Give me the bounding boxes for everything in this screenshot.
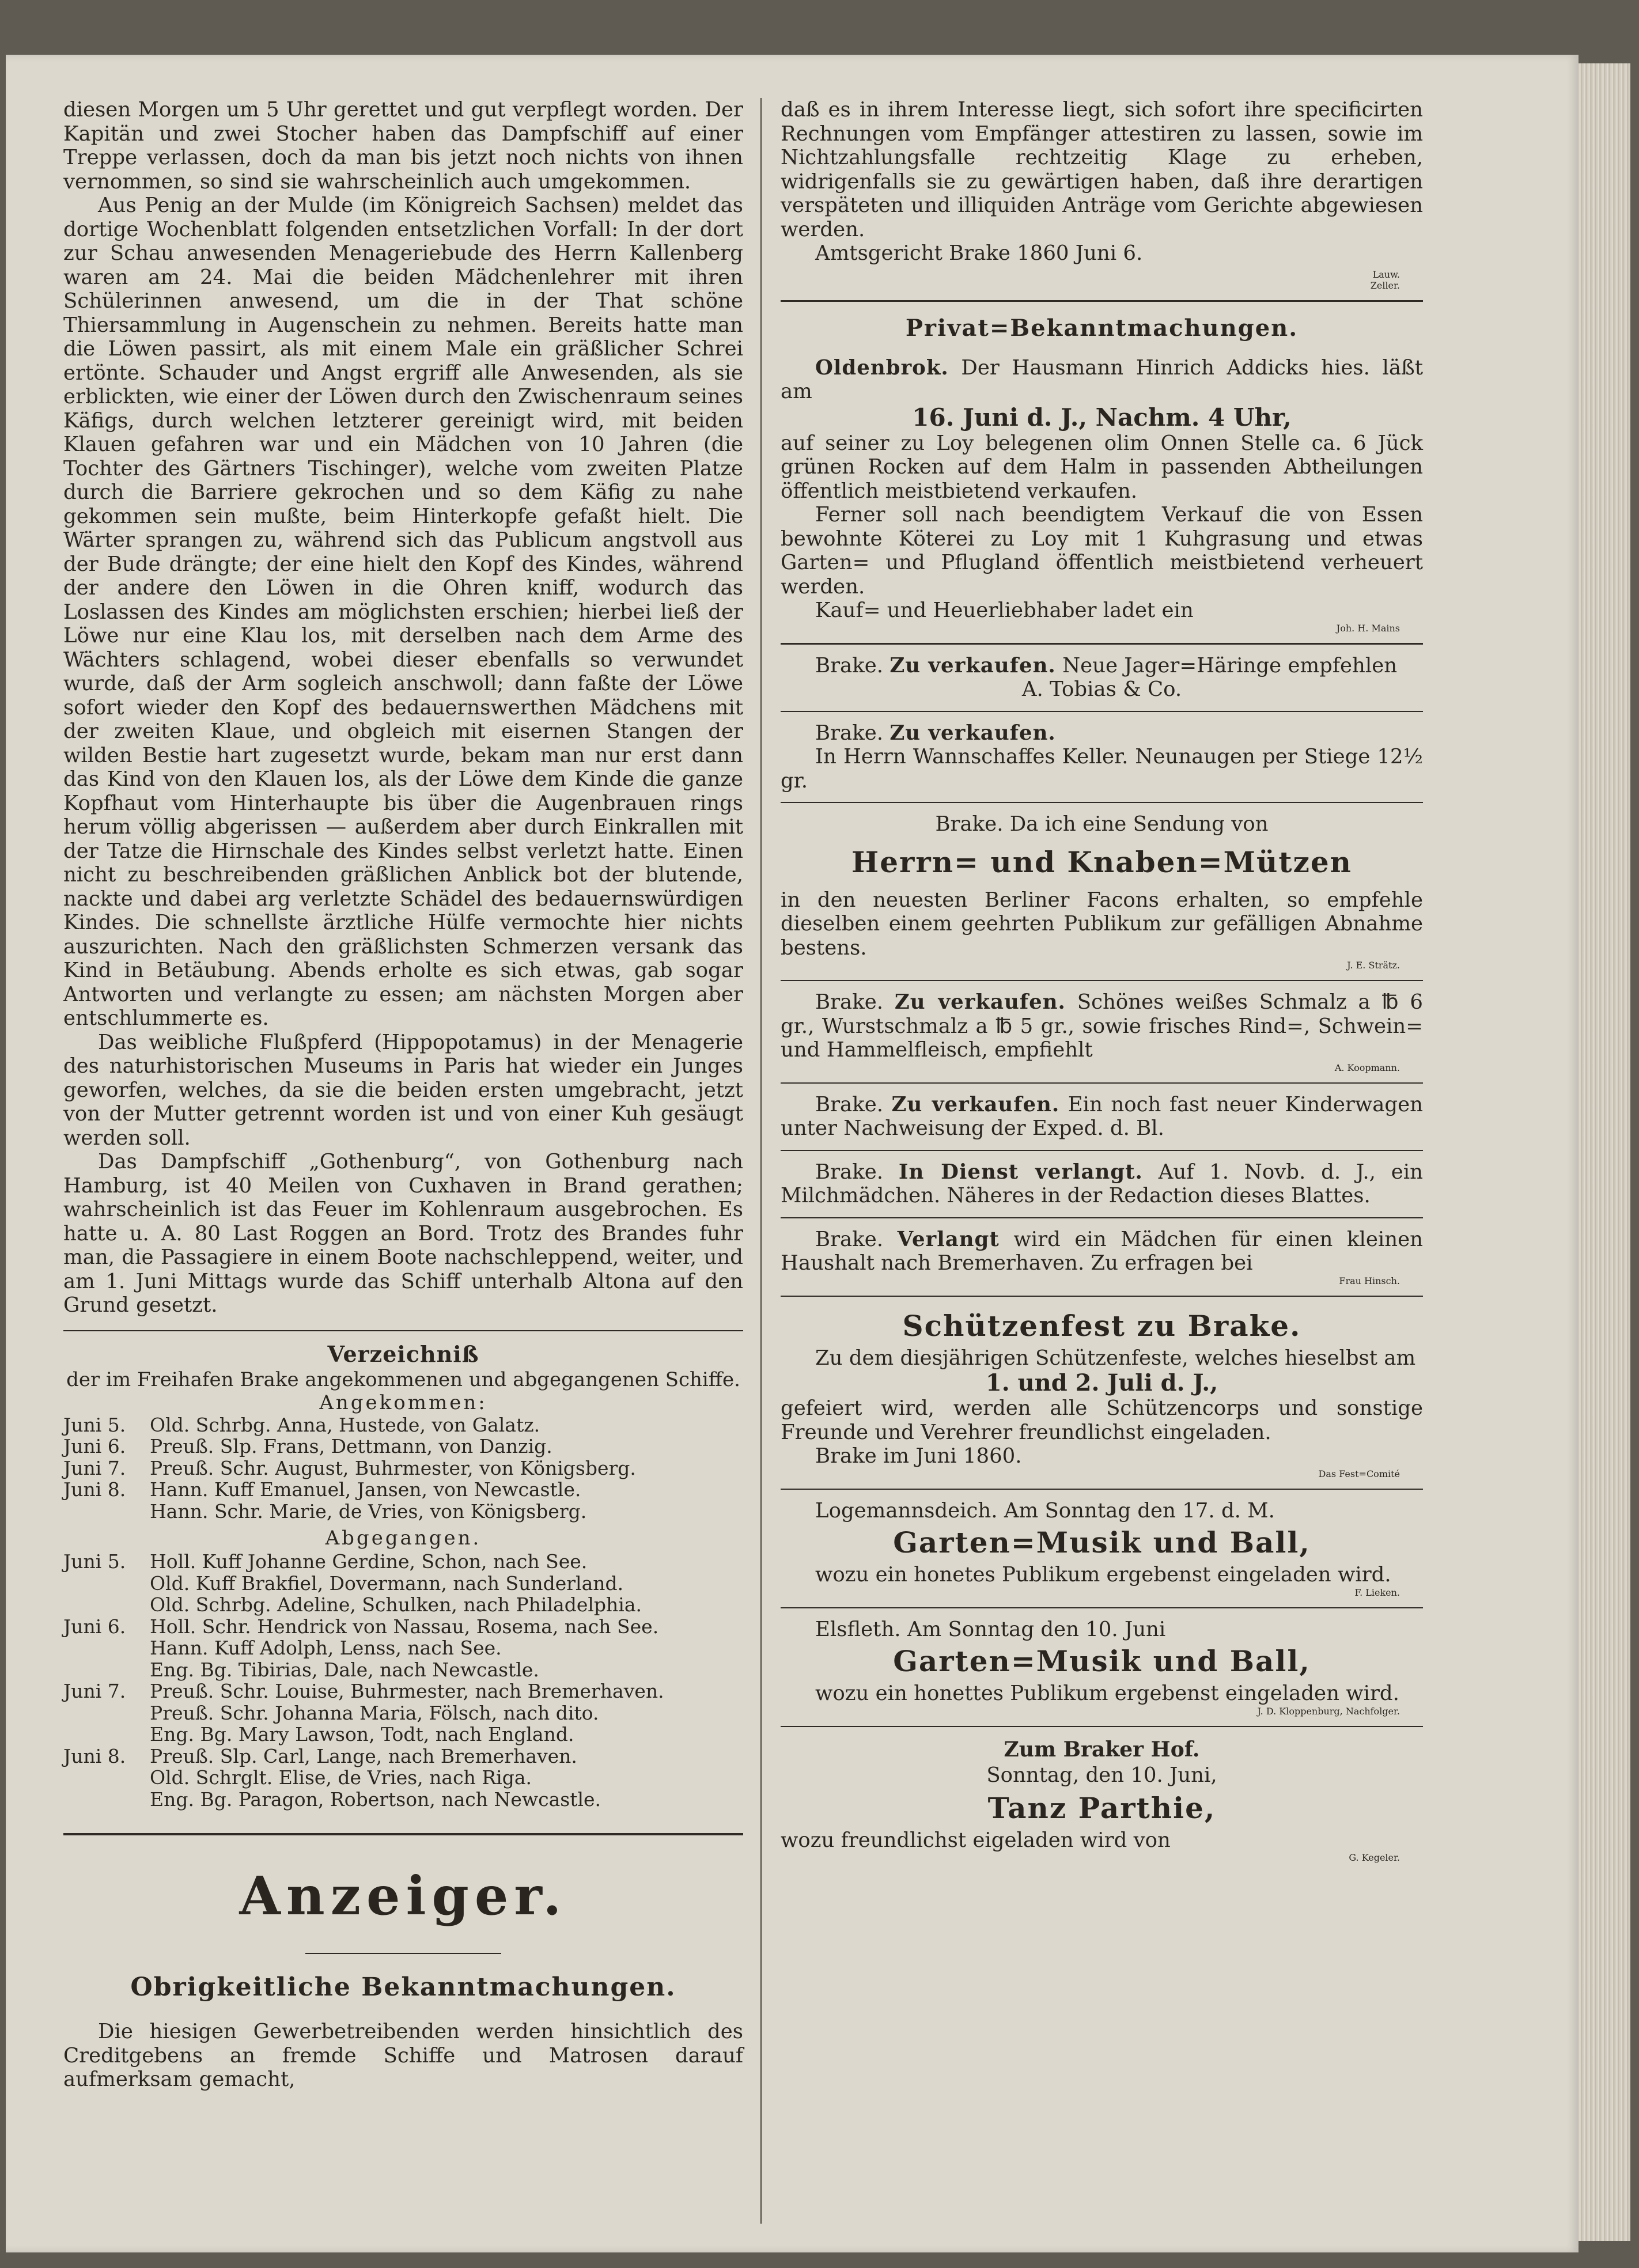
ad-text: in den neuesten Berliner Facons erhalten, so empfehle dieselben einem geehrten Publikum zur gefälligen Abnahme bestens. xyxy=(781,888,1423,960)
article-paragraph-1: diesen Morgen um 5 Uhr gerettet und gut verpflegt worden. Der Kapitän und zwei Stocher haben das Dampfschiff auf einer Treppe verlassen, doch da man bis jetzt noch nichts von ihnen vernommen, so sind sie wahrscheinlich auch umgekommen. xyxy=(63,98,743,194)
obrig-text: Die hiesigen Gewerbetreibenden werden hinsichtlich des Creditgebens an fremde Schiffe und Matrosen darauf aufmerksam gemacht, xyxy=(63,2020,743,2091)
ship-entry: Preuß. Schr. Johanna Maria, Fölsch, nach dito. xyxy=(150,1701,599,1724)
ad-kinderwagen xyxy=(781,1093,1423,1141)
ad-text: auf seiner zu Loy belegenen olim Onnen Stelle ca. 6 Jück grünen Rocken auf dem Halm in passenden Abtheilungen öffentlich meistbietend verkaufen. xyxy=(781,431,1423,503)
arrived-table xyxy=(63,1414,743,1523)
ad-date: 1. und 2. Juli d. J., xyxy=(985,1369,1218,1396)
ad-text: Da ich eine Sendung von xyxy=(1009,812,1269,836)
ad-heading: Zu verkaufen. xyxy=(889,721,1056,745)
ad-title: Garten=Musik und Ball, xyxy=(893,1644,1311,1678)
ad-oldenbrok xyxy=(781,346,1423,634)
ship-date xyxy=(63,1702,150,1724)
ship-entry: Holl. Kuff Johanne Gerdine, Schon, nach See. xyxy=(150,1550,588,1573)
section-divider xyxy=(781,1296,1423,1297)
ship-date: Juni 6. xyxy=(63,1615,126,1638)
ad-text: Der Hausmann Hinrich Addicks hies. läßt am xyxy=(781,355,1423,403)
ship-entry: Preuß. Schr. August, Buhrmester, von Königsberg. xyxy=(150,1456,636,1479)
table-row xyxy=(63,1702,743,1724)
ad-text: Am Sonntag den 17. d. M. xyxy=(1004,1498,1275,1523)
ad-text: Auf 1. Novb. d. J., ein Milchmädchen. Näheres in der Redaction dieses Blattes. xyxy=(781,1160,1423,1207)
ship-date xyxy=(63,1573,150,1595)
ad-text: wozu freundlichst eigeladen wird von xyxy=(781,1828,1171,1852)
section-divider xyxy=(781,1150,1423,1151)
ad-place: Logemannsdeich. xyxy=(815,1498,998,1523)
section-divider xyxy=(781,980,1423,981)
ship-date: Juni 8. xyxy=(63,1744,126,1767)
ad-title: Tanz Parthie, xyxy=(987,1790,1216,1825)
table-row xyxy=(63,1724,743,1746)
ship-date: Juni 5. xyxy=(63,1550,126,1573)
ship-entry: Eng. Bg. Paragon, Robertson, nach Newcastle. xyxy=(150,1788,601,1811)
ad-place-date: Brake im Juni 1860. xyxy=(815,1444,1022,1468)
ad-elsfleth xyxy=(781,1618,1423,1717)
ad-place: Brake. xyxy=(815,1092,884,1116)
section-divider xyxy=(781,300,1423,302)
table-row xyxy=(63,1436,743,1457)
ad-signature: G. Kegeler. xyxy=(1349,1852,1400,1863)
ad-place: Oldenbrok. xyxy=(815,355,949,380)
ship-date: Juni 6. xyxy=(63,1435,126,1457)
ad-place: Brake. xyxy=(815,990,884,1014)
ad-maedchen-bremerhaven xyxy=(781,1228,1423,1286)
page-stack-edge xyxy=(1579,63,1630,2241)
table-row xyxy=(63,1789,743,1811)
ad-place: Brake. xyxy=(935,812,1004,836)
section-divider xyxy=(781,1082,1423,1084)
short-divider xyxy=(305,1953,501,1954)
ad-logemannsdeich xyxy=(781,1499,1423,1598)
ad-heading: Zu verkaufen. xyxy=(894,990,1066,1014)
anzeiger-title: Anzeiger. xyxy=(239,1865,567,1927)
obrig-date: Amtsgericht Brake 1860 Juni 6. xyxy=(815,241,1143,265)
ad-text: Zu dem diesjährigen Schützenfeste, welches hieselbst am xyxy=(815,1346,1416,1370)
ad-title: Herrn= und Knaben=Mützen xyxy=(851,845,1353,879)
ship-date xyxy=(63,1789,150,1811)
left-column xyxy=(63,98,743,2092)
ad-title: Schützenfest zu Brake. xyxy=(902,1308,1301,1343)
section-divider xyxy=(781,711,1423,712)
ad-jager-haringe xyxy=(781,654,1423,702)
ad-text: Kauf= und Heuerliebhaber ladet ein xyxy=(815,599,1194,622)
article-paragraph-4: Das Dampfschiff „Gothenburg“, von Gothenburg nach Hamburg, ist 40 Meilen von Cuxhaven in Brand gerathen; wahrscheinlich ist das Feuer im Kohlenraum ausgebrochen. Es hatte u. A. 80 Last Roggen an Bord. Trotz des Brandes fuhr man, die Passagiere in einem Boote nachschleppend, weiter, und am 1. Juni Mittags wurde das Schiff unterhalb Altona auf den Grund gesetzt. xyxy=(63,1150,743,1317)
ad-text: wozu ein honetes Publikum ergebenst eingeladen wird. xyxy=(815,1563,1391,1587)
ship-entry: Hann. Schr. Marie, de Vries, von Königsberg. xyxy=(150,1500,587,1523)
table-row xyxy=(63,1767,743,1789)
ship-entry: Preuß. Slp. Carl, Lange, nach Bremerhaven. xyxy=(150,1744,577,1767)
section-divider xyxy=(63,1833,743,1835)
table-row xyxy=(63,1414,743,1436)
ad-heading: In Dienst verlangt. xyxy=(898,1160,1143,1184)
ship-entry: Preuß. Slp. Frans, Dettmann, von Danzig. xyxy=(150,1435,552,1457)
article-paragraph-3: Das weibliche Flußpferd (Hippopotamus) in der Menagerie des naturhistorischen Museums in Paris hat wieder ein Junges geworfen, welches, da sie die beiden ersten umgebracht, jetzt von der Mutter getrennt worden ist und von einer Kuh gesäugt werden soll. xyxy=(63,1030,743,1150)
ad-signature: Joh. H. Mains xyxy=(1336,622,1400,634)
ad-text: wozu ein honettes Publikum ergebenst eingeladen wird. xyxy=(815,1682,1399,1705)
ad-place: Brake. xyxy=(815,653,884,677)
ad-text: Neue Jager=Häringe empfehlen xyxy=(1062,653,1398,677)
ship-entry: Eng. Bg. Tibirias, Dale, nach Newcastle. xyxy=(150,1658,539,1681)
ad-place: Brake. xyxy=(815,721,884,745)
ad-text: Schönes weißes Schmalz a ℔ 6 gr., Wurstschmalz a ℔ 5 gr., sowie frisches Rind=, Schwein= und Hammelfleisch, empfiehlt xyxy=(781,990,1423,1062)
ship-date xyxy=(63,1594,150,1616)
ship-register-subtitle: der im Freihafen Brake angekommenen und abgegangenen Schiffe. xyxy=(66,1368,740,1391)
section-divider xyxy=(781,643,1423,645)
table-row xyxy=(63,1457,743,1479)
ad-signature: Frau Hinsch. xyxy=(1339,1275,1400,1286)
section-divider xyxy=(781,1217,1423,1218)
ad-muetzen xyxy=(781,812,1423,971)
table-row xyxy=(63,1501,743,1523)
article-paragraph-2: Aus Penig an der Mulde (im Königreich Sachsen) meldet das dortige Wochenblatt folgenden entsetzlichen Vorfall: In der dort zur Schau anwesenden Menageriebude des Herrn Kallenberg waren am 24. Mai die beiden Mädchenlehrer mit ihren Schülerinnen anwesend, um die in der That schöne Thiersammlung in Augenschein zu nehmen. Bereits hatte man die Löwen passirt, als mit einem Male ein gräßlicher Schrei ertönte. Schauder und Angst ergriff alle Anwesenden, als sie erblickten, wie einer der Löwen durch den Zwischenraum seines Käfigs, durch welchen letzterer gereinigt wird, mit beiden Klauen gefahren war und ein Mädchen von 10 Jahren (die Tochter des Gärtners Tischinger), welche vom zweiten Platze durch die Barriere gekrochen und so dem Käfig zu nahe gekommen sein mußte, beim Hinterkopfe gefaßt hielt. Die Wärter sprangen zu, während sich das Publicum angstvoll aus der Bude drängte; der eine hielt den Kopf des Kindes, während der andere den Löwen in die Ohren kniff, wodurch das Loslassen des Kindes am möglichsten erschien; hierbei ließ der Löwe nur eine Klau los, mit derselben nach dem Arme des Wächters schlagend, wobei dieser ebenfalls so verwundet wurde, daß der Arm sogleich anschwoll; dann faßte der Löwe sofort wieder den Kopf des bedauernswerthen Mädchens mit der zweiten Klaue, und obgleich mit eisernen Stangen der wilden Bestie hart zugesetzt wurde, bekam man nur erst dann das Kind von den Klauen los, als der Löwe dem Kinde die ganze Kopfhaut vom Hinterhaupte bis über die Augenbrauen rings herum völlig abgerissen — außerdem aber durch Einkrallen mit der Tatze die Hirnschale des Kindes selbst verletzt hatte. Einen nicht zu beschreibenden gräßlichen Anblick bot der blutende, nackte und dabei arg verletzte Schädel des bedauernswürdigen Kindes. Die schnellste ärztliche Hülfe vermochte hier nichts auszurichten. Nach den gräßlichsten Schmerzen versank das Kind in Betäubung. Abends erholte es sich etwas, gab sogar Antworten und verlangte zu essen; am nächsten Morgen aber entschlummerte es. xyxy=(63,194,743,1030)
table-row xyxy=(63,1637,743,1659)
privat-title: Privat=Bekanntmachungen. xyxy=(905,314,1299,342)
ad-heading: Zum Braker Hof. xyxy=(1004,1737,1200,1762)
right-column xyxy=(781,98,1423,1863)
ad-heading: Verlangt xyxy=(897,1227,1000,1251)
ad-text: Am Sonntag den 10. Juni xyxy=(907,1617,1166,1641)
ship-date: Juni 7. xyxy=(63,1680,126,1702)
arrived-label: Angekommen: xyxy=(319,1391,487,1414)
obrig-signature-1: Lauw. xyxy=(1372,268,1400,280)
section-divider xyxy=(63,1330,743,1331)
section-divider xyxy=(781,802,1423,803)
ship-entry: Preuß. Schr. Louise, Buhrmester, nach Bremerhaven. xyxy=(150,1680,664,1702)
departed-label: Abgegangen. xyxy=(325,1527,482,1550)
ad-date: 16. Juni d. J., Nachm. 4 Uhr, xyxy=(912,403,1292,431)
ship-entry: Old. Schrbg. Adeline, Schulken, nach Philadelphia. xyxy=(150,1593,642,1616)
ship-entry: Holl. Schr. Hendrick von Nassau, Rosema, nach See. xyxy=(150,1615,659,1638)
ship-date: Juni 8. xyxy=(63,1478,126,1501)
ship-register xyxy=(63,1341,743,1811)
ad-signature: J. E. Strätz. xyxy=(1347,960,1400,971)
ad-signature: F. Lieken. xyxy=(1354,1587,1400,1598)
departed-table xyxy=(63,1551,743,1810)
ship-entry: Old. Kuff Brakfiel, Dovermann, nach Sunderland. xyxy=(150,1572,624,1595)
ship-date xyxy=(63,1659,150,1681)
ad-text: wird ein Mädchen für einen kleinen Haushalt nach Bremerhaven. Zu erfragen bei xyxy=(781,1227,1423,1275)
ad-title: Garten=Musik und Ball, xyxy=(893,1525,1311,1559)
ship-date: Juni 7. xyxy=(63,1456,126,1479)
ad-place: Elsfleth. xyxy=(815,1617,901,1641)
ship-entry: Old. Schrbg. Anna, Hustede, von Galatz. xyxy=(150,1413,540,1436)
ad-text: gefeiert wird, werden alle Schützencorps und sonstige Freunde und Verehrer freundlichst eingeladen. xyxy=(781,1396,1423,1444)
ad-schuetzenfest xyxy=(781,1306,1423,1479)
ad-signature: A. Tobias & Co. xyxy=(1021,677,1182,701)
ad-heading: Zu verkaufen. xyxy=(889,653,1056,677)
ship-date xyxy=(63,1724,150,1746)
ad-text: Ein noch fast neuer Kinderwagen unter Nachweisung der Exped. d. Bl. xyxy=(781,1092,1423,1140)
ad-text: Sonntag, den 10. Juni, xyxy=(986,1763,1217,1787)
table-row xyxy=(63,1680,743,1702)
ad-text: In Herrn Wannschaffes Keller. Neunaugen per Stiege 12½ gr. xyxy=(781,745,1423,793)
ad-neunaugen xyxy=(781,721,1423,793)
obrig-signature-2: Zeller. xyxy=(1370,279,1400,291)
table-row xyxy=(63,1659,743,1681)
ship-date xyxy=(63,1501,150,1523)
ad-place: Brake. xyxy=(815,1227,884,1251)
column-divider xyxy=(760,98,762,2224)
ship-date xyxy=(63,1767,150,1789)
ship-entry: Hann. Kuff Adolph, Lenss, nach See. xyxy=(150,1637,502,1659)
ad-signature: A. Koopmann. xyxy=(1334,1062,1400,1073)
section-divider xyxy=(781,1726,1423,1727)
obrig-title: Obrigkeitliche Bekanntmachungen. xyxy=(130,1972,676,2002)
ad-milchmaedchen xyxy=(781,1160,1423,1208)
ad-schmalz xyxy=(781,990,1423,1073)
section-divider xyxy=(781,1607,1423,1608)
table-row xyxy=(63,1551,743,1573)
ship-entry: Old. Schrglt. Elise, de Vries, nach Riga. xyxy=(150,1766,532,1789)
ad-signature: Das Fest=Comité xyxy=(1318,1468,1400,1479)
ad-braker-hof xyxy=(781,1736,1423,1864)
ad-heading: Zu verkaufen. xyxy=(891,1092,1060,1116)
ship-date: Juni 5. xyxy=(63,1413,126,1436)
ship-entry: Eng. Bg. Mary Lawson, Todt, nach England. xyxy=(150,1723,574,1746)
ad-signature: J. D. Kloppenburg, Nachfolger. xyxy=(1257,1705,1400,1717)
obrig-continued: daß es in ihrem Interesse liegt, sich sofort ihre specificirten Rechnungen vom Empfänger attestiren zu lassen, sowie im Nichtzahlungsfalle rechtzeitig Klage zu erheben, widrigenfalls sie zu gewärtigen haben, daß ihre derartigen verspäteten und illiquiden Anträge vom Gerichte abgewiesen werden. xyxy=(781,98,1423,241)
ship-date xyxy=(63,1637,150,1659)
ad-place: Brake. xyxy=(815,1160,884,1184)
table-row xyxy=(63,1573,743,1595)
table-row xyxy=(63,1616,743,1638)
table-row xyxy=(63,1479,743,1501)
section-divider xyxy=(781,1489,1423,1490)
table-row xyxy=(63,1594,743,1616)
ship-register-title: Verzeichniß xyxy=(327,1341,479,1367)
ship-entry: Hann. Kuff Emanuel, Jansen, von Newcastle. xyxy=(150,1478,581,1501)
table-row xyxy=(63,1746,743,1767)
ad-text: Ferner soll nach beendigtem Verkauf die von Essen bewohnte Köterei zu Loy mit 1 Kuhgrasung und etwas Garten= und Pflugland öffentlich meistbietend verheuert werden. xyxy=(781,503,1423,599)
